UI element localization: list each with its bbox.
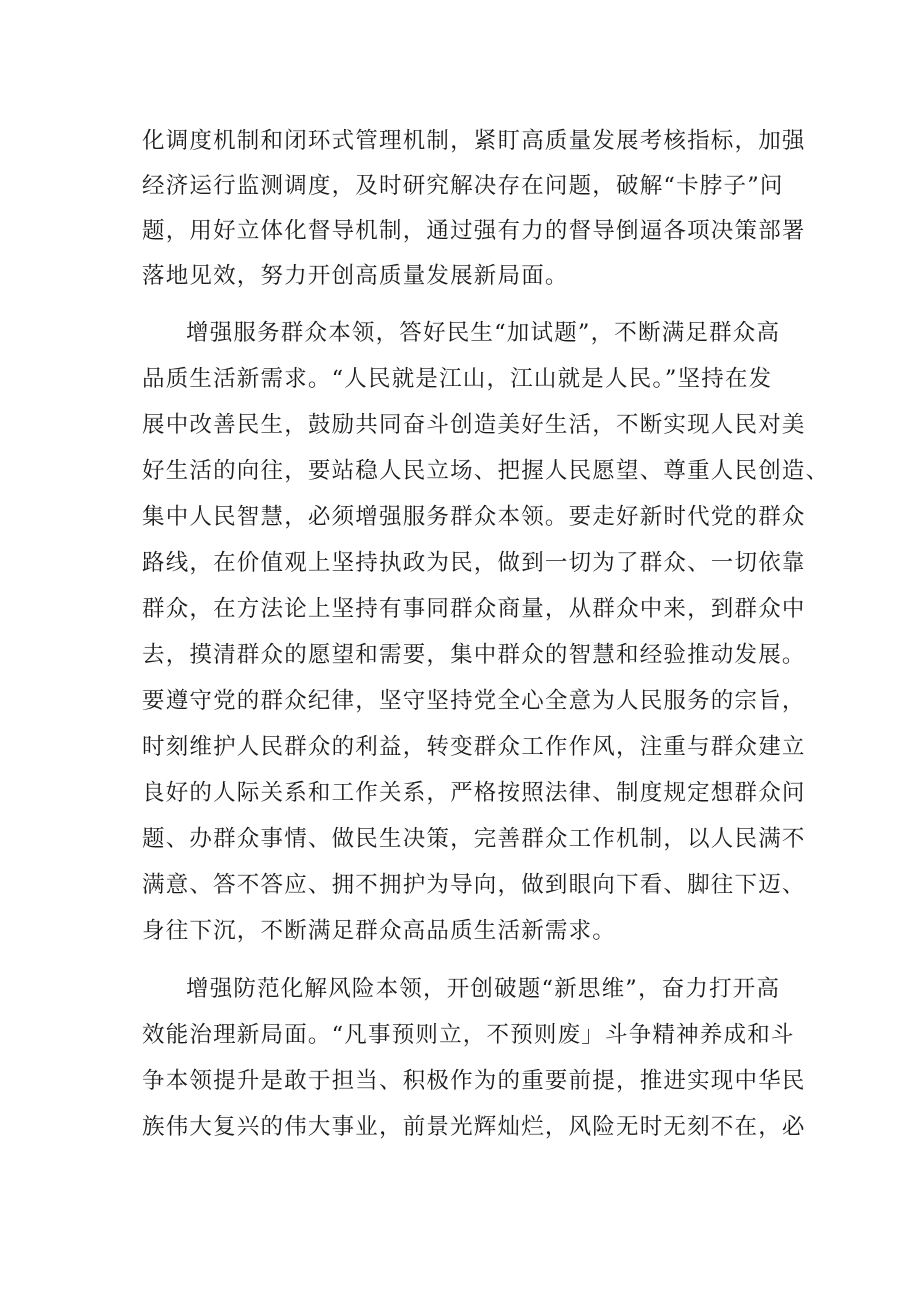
text-line: 要遵守党的群众纪律，坚守坚持党全心全意为人民服务的宗旨， xyxy=(142,688,806,714)
text-line: 集中人民智慧，必须增强服务群众本领。要走好新时代党的群众 xyxy=(142,504,806,530)
text-line: 化调度机制和闭环式管理机制，紧盯高质量发展考核指标，加强 xyxy=(142,128,806,154)
text-line: 群众，在方法论上坚持有事同群众商量，从群众中来，到群众中 xyxy=(142,596,806,622)
text-line: 落地见效，努力开创高质量发展新局面。 xyxy=(142,263,569,289)
paragraph-first-line: 增强服务群众本领，答好民生“加试题”，不断满足群众高 xyxy=(186,320,781,346)
text-line: 争本领提升是敢于担当、积极作为的重要前提，推进实现中华民 xyxy=(142,1068,806,1094)
text-line: 展中改善民生，鼓励共同奋斗创造美好生活，不断实现人民对美 xyxy=(142,412,806,438)
text-line: 身往下沉，不断满足群众高品质生活新需求。 xyxy=(142,918,617,944)
text-line: 去，摸清群众的愿望和需要，集中群众的智慧和经验推动发展。 xyxy=(142,642,806,668)
text-line: 族伟大复兴的伟大事业，前景光辉灿烂，风险无时无刻不在，必 xyxy=(142,1114,806,1140)
text-line: 良好的人际关系和工作关系，严格按照法律、制度规定想群众问 xyxy=(142,780,806,806)
text-line: 效能治理新局面。“凡事预则立，不预则废」斗争精神养成和斗 xyxy=(142,1022,795,1048)
text-line: 满意、答不答应、拥不拥护为导向，做到眼向下看、脚往下迈、 xyxy=(142,872,806,898)
text-line: 品质生活新需求。“人民就是江山，江山就是人民。”坚持在发 xyxy=(142,366,773,392)
text-line: 路线，在价值观上坚持执政为民，做到一切为了群众、一切依靠 xyxy=(142,550,806,576)
text-line: 题、办群众事情、做民生决策，完善群众工作机制，以人民满不 xyxy=(142,826,806,852)
text-line: 经济运行监测调度，及时研究解决存在问题，破解“卡脖子”问 xyxy=(142,173,784,199)
text-line: 题，用好立体化督导机制，通过强有力的督导倒逼各项决策部署 xyxy=(142,218,806,244)
text-line: 好生活的向往，要站稳人民立场、把握人民愿望、尊重人民创造、 xyxy=(142,458,830,484)
paragraph-first-line: 增强防范化解风险本领，开创破题“新思维”，奋力打开高 xyxy=(186,976,781,1002)
text-line: 时刻维护人民群众的利益，转变群众工作作风，注重与群众建立 xyxy=(142,734,806,760)
